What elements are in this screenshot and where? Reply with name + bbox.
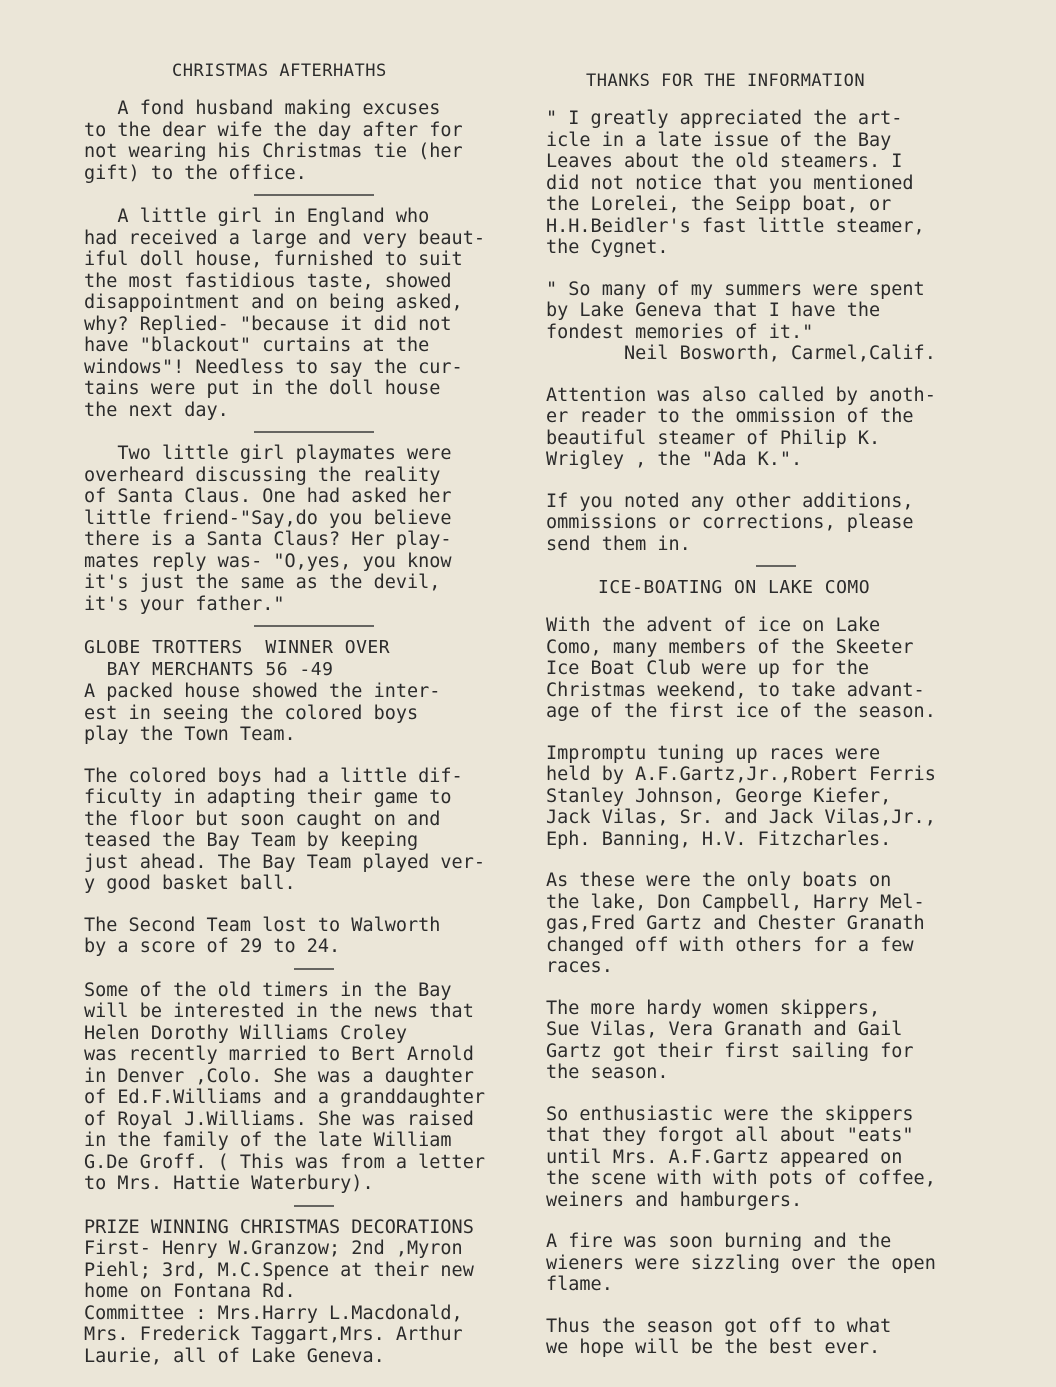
steamers-letter-paragraph: " I greatly appreciated the art- icle in a late issue of the Bay Leaves about the old steamers. I did not notice that you mentioned the Lorelei, the Seipp boat, or H.H.Beidler's fast little steamer, the Cygnet. (546, 108, 925, 258)
eats-paragraph: So enthusiastic were the skippers that they forgot all about "eats" until Mrs. A.F.Gartz appeared on the scene with with pots of coffee, weiners and hamburgers. (546, 1103, 936, 1211)
packed-house-paragraph: A packed house showed the inter- est in seeing the colored boys play the Town Team. (84, 681, 441, 745)
separator-rule (254, 431, 374, 433)
santa-claus-paragraph: Two little girl playmates were overheard discussing the reality of Santa Claus. One had asked her little friend-"Say,do you believe there is a Santa Claus? Her play- mates reply was- "O,yes, you know it's just the same as the devil, it's your father." (84, 443, 452, 615)
globe-trotters-headline: GLOBE TROTTERS WINNER OVER BAY MERCHANTS 56 -49 (84, 637, 391, 680)
second-team-paragraph: The Second Team lost to Walworth by a score of 29 to 24. (84, 914, 441, 957)
separator-rule (294, 1205, 334, 1207)
ada-k-paragraph: Attention was also called by anoth- er reader to the ommission of the beautiful steamer of Philip K. Wrigley , the "Ada K.". (546, 384, 936, 470)
fire-paragraph: A fire was soon burning and the wieners were sizzling over the open flame. (546, 1231, 936, 1295)
doll-house-paragraph: A little girl in England who had received a large and very beaut- iful doll house, furnished to suit the most fastidious taste, showed disappointment and on being asked, why? Replied- "because it did not have "blackout" curtains at the windows"! Needless to say the cur- tains were put in the doll house the next day. (84, 206, 485, 421)
prize-winning-decorations: PRIZE WINNING CHRISTMAS DECORATIONS First- Henry W.Granzow; 2nd ,Myron Piehl; 3rd, M.C.Spence at their new home on Fontana Rd. Committee : Mrs.Harry L.Macdonald, Mrs. Frederick Taggart,Mrs. Arthur Laurie, all of Lake Geneva. (84, 1216, 474, 1367)
only-boats-paragraph: As these were the only boats on the lake, Don Campbell, Harry Mel- gas,Fred Gartz and Chester Granath changed off with others for a few races. (546, 870, 925, 977)
women-skippers-paragraph: The more hardy women skippers, Sue Vilas, Vera Granath and Gail Gartz got their first sailing for the season. (546, 997, 914, 1083)
left-column (84, 60, 544, 1387)
summers-letter-paragraph: " So many of my summers were spent by Lake Geneva that I have the fondest memories of it." Neil Bosworth, Carmel,Calif. (546, 278, 936, 364)
colored-boys-paragraph: The colored boys had a little dif- ficulty in adapting their game to the floor but soon caught on and teased the Bay Team by keeping just ahead. The Bay Team played ver- y good basket ball. (84, 765, 485, 894)
tuning-races-paragraph: Impromptu tuning up races were held by A.F.Gartz,Jr.,Robert Ferris Stanley Johnson, George Kiefer, Jack Vilas, Sr. and Jack Vilas,Jr., Eph. Banning, H.V. Fitzcharles. (546, 742, 936, 850)
separator-rule (254, 194, 374, 196)
season-paragraph: Thus the season got off to what we hope will be the best ever. (546, 1315, 892, 1358)
thanks-headline: THANKS FOR THE INFORMATION (586, 71, 866, 91)
christmas-tie-paragraph: A fond husband making excuses to the dear wife the day after for not wearing his Christmas tie (her gift) to the office. (84, 98, 463, 184)
old-timers-paragraph: Some of the old timers in the Bay will be interested in the news that Helen Dorothy Williams Croley was recently married to Bert Arnold in Denver ,Colo. She was a daughter of Ed.F.Williams and a granddaughter of Royal J.Williams. She was raised in the family of the late William G.De Groff. ( This was from a letter to Mrs. Hattie Waterbury). (84, 979, 485, 1194)
separator-rule (294, 968, 334, 970)
advent-of-ice-paragraph: With the advent of ice on Lake Como, many members of the Skeeter Ice Boat Club were up for the Christmas weekend, to take advant- age of the first ice of the season. (546, 615, 936, 722)
ice-boating-headline: ICE-BOATING ON LAKE COMO (598, 577, 871, 598)
send-corrections-paragraph: If you noted any other additions, ommissions or corrections, please send them in. (546, 490, 914, 555)
christmas-afterhaths-headline: CHRISTMAS AFTERHATHS (172, 61, 387, 81)
separator-rule (254, 625, 374, 627)
right-column (546, 60, 1006, 1379)
separator-rule (756, 565, 796, 567)
